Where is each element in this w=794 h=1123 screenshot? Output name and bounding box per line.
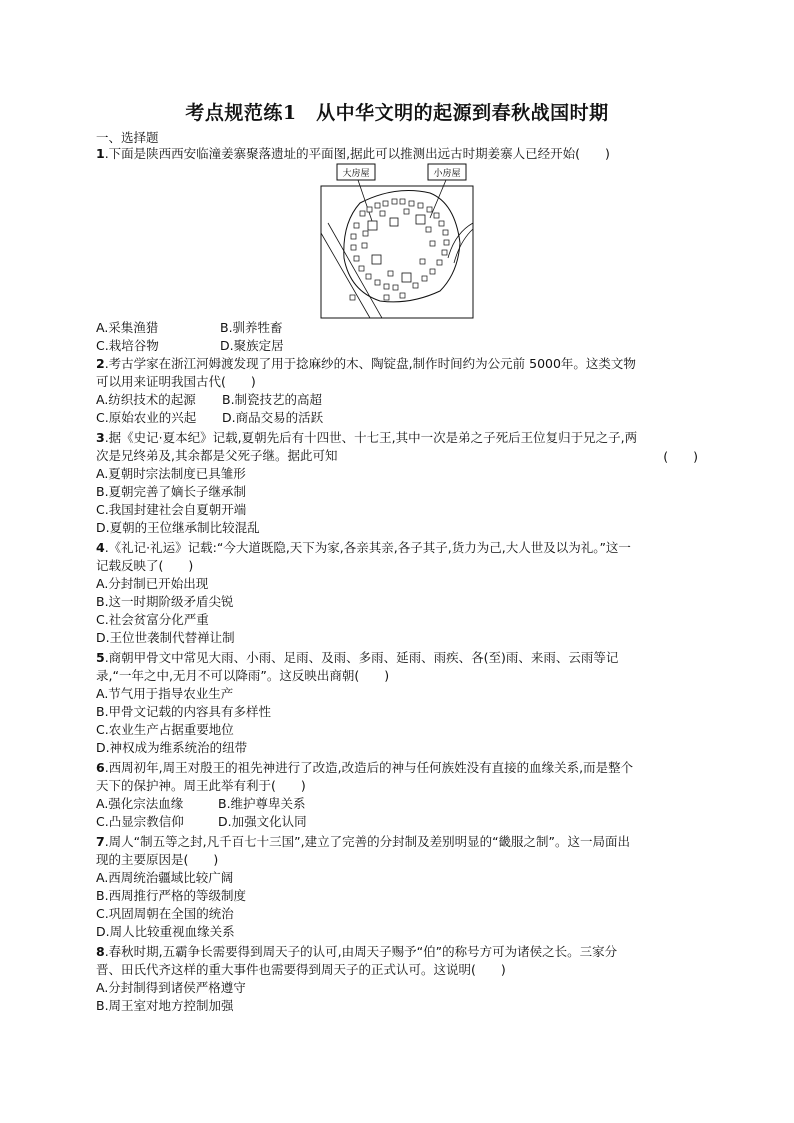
- option-c[interactable]: C.原始农业的兴起: [96, 410, 197, 425]
- question-number: 2: [96, 356, 105, 371]
- question-number: 3: [96, 430, 105, 445]
- option-a[interactable]: A.强化宗法血缘: [96, 796, 184, 811]
- question-7-stem: [96, 833, 630, 851]
- settlement-site-map: [320, 163, 474, 319]
- option-b[interactable]: B.维护尊卑关系: [218, 796, 306, 811]
- option-b[interactable]: B.甲骨文记载的内容具有多样性: [96, 704, 272, 719]
- question-number: 4: [96, 540, 105, 555]
- option-b[interactable]: B.周王室对地方控制加强: [96, 998, 234, 1013]
- option-b[interactable]: B.夏朝完善了嫡长子继承制: [96, 484, 247, 499]
- question-6-stem: [96, 759, 633, 777]
- question-3-stem: [96, 429, 637, 447]
- option-c[interactable]: C.社会贫富分化严重: [96, 612, 209, 627]
- option-a[interactable]: A.夏朝时宗法制度已具雏形: [96, 466, 246, 481]
- option-c[interactable]: C.栽培谷物: [96, 338, 159, 353]
- stem-line: .周人“制五等之封,凡千百七十三国”,建立了完善的分封制及差别明显的“畿服之制”。这一局面出: [104, 834, 631, 849]
- question-4-stem: [96, 539, 631, 557]
- option-c[interactable]: C.巩固周朝在全国的统治: [96, 906, 234, 921]
- question-number: 7: [96, 834, 105, 849]
- option-a[interactable]: A.节气用于指导农业生产: [96, 686, 234, 701]
- question-2-stem: [96, 355, 636, 373]
- option-a[interactable]: A.纺织技术的起源: [96, 392, 196, 407]
- question-number: 8: [96, 944, 105, 959]
- option-a[interactable]: A.西周统治疆域比较广阔: [96, 870, 234, 885]
- stem-line: .考古学家在浙江河姆渡发现了用于捻麻纱的木、陶锭盘,制作时间约为公元前 5000年。这类文物: [104, 356, 636, 371]
- question-number: 1: [96, 146, 105, 161]
- option-d[interactable]: D.聚族定居: [220, 338, 284, 353]
- big-house: [416, 215, 425, 224]
- option-b[interactable]: B.西周推行严格的等级制度: [96, 888, 247, 903]
- option-a[interactable]: A.采集渔猎: [96, 320, 159, 335]
- option-d[interactable]: D.神权成为维系统治的纽带: [96, 740, 248, 755]
- big-house: [390, 218, 398, 226]
- option-a[interactable]: A.分封制得到诸侯严格遵守: [96, 980, 246, 995]
- stem-line: 晋、田氏代齐这样的重大事件也需要得到周天子的正式认可。这说明( ): [96, 962, 506, 977]
- option-b[interactable]: B.制瓷技艺的高超: [222, 392, 323, 407]
- option-c[interactable]: C.农业生产占据重要地位: [96, 722, 234, 737]
- question-1-stem: [96, 145, 610, 163]
- option-c[interactable]: C.我国封建社会自夏朝开端: [96, 502, 247, 517]
- stem-line: .西周初年,周王对殷王的祖先神进行了改造,改造后的神与任何族姓没有直接的血缘关系,而是整个: [104, 760, 634, 775]
- question-5-stem: [96, 649, 618, 667]
- option-c[interactable]: C.凸显宗教信仰: [96, 814, 184, 829]
- question-number: 5: [96, 650, 105, 665]
- small-house-label: 小房屋: [433, 169, 461, 179]
- option-b[interactable]: B.驯养牲畜: [220, 320, 283, 335]
- big-house: [368, 221, 377, 230]
- option-d[interactable]: D.夏朝的王位继承制比较混乱: [96, 520, 260, 535]
- stem-line: 可以用来证明我国古代( ): [96, 374, 256, 389]
- option-d[interactable]: D.周人比较重视血缘关系: [96, 924, 235, 939]
- answer-paren[interactable]: ( ): [663, 449, 698, 464]
- stem-line: .商朝甲骨文中常见大雨、小雨、足雨、及雨、多雨、延雨、雨疾、各(至)雨、来雨、云雨等记: [104, 650, 619, 665]
- river-line: [454, 229, 473, 263]
- question-8-stem: [96, 943, 617, 961]
- stem-line: .春秋时期,五霸争长需要得到周天子的认可,由周天子赐予“伯”的称号方可为诸侯之长。三家分: [104, 944, 618, 959]
- page-title: 考点规范练1 从中华文明的起源到春秋战国时期: [185, 102, 609, 124]
- big-house: [402, 273, 411, 282]
- big-house-label: 大房屋: [342, 169, 370, 179]
- question-number: 6: [96, 760, 105, 775]
- small-houses: [350, 199, 449, 300]
- option-d[interactable]: D.加强文化认同: [218, 814, 307, 829]
- stem-line: .《礼记·礼运》记载:“今大道既隐,天下为家,各亲其亲,各子其子,货力为己,大人世及以为礼。”这一: [104, 540, 631, 555]
- stem-line: 天下的保护神。周王此举有利于( ): [96, 778, 306, 793]
- stem-line: 现的主要原因是( ): [96, 852, 219, 867]
- settlement-ditch: [344, 191, 460, 302]
- stem-line: 次是兄终弟及,其余都是父死子继。据此可知: [96, 448, 338, 463]
- option-b[interactable]: B.这一时期阶级矛盾尖锐: [96, 594, 234, 609]
- river-line: [448, 223, 473, 258]
- option-a[interactable]: A.分封制已开始出现: [96, 576, 209, 591]
- site-plan-diagram: [320, 163, 474, 319]
- big-house: [372, 255, 381, 264]
- section-heading: 一、选择题: [96, 130, 159, 145]
- stem-line: .下面是陕西西安临潼姜寨聚落遗址的平面图,据此可以推测出远古时期姜寨人已经开始( ): [104, 146, 610, 161]
- stem-line: 录,“一年之中,无月不可以降雨”。这反映出商朝( ): [96, 668, 390, 683]
- option-d[interactable]: D.王位世袭制代替禅让制: [96, 630, 235, 645]
- option-d[interactable]: D.商品交易的活跃: [222, 410, 324, 425]
- stem-line: 记载反映了( ): [96, 558, 194, 573]
- stem-line: .据《史记·夏本纪》记载,夏朝先后有十四世、十七王,其中一次是弟之子死后王位复归于兄之子,两: [104, 430, 638, 445]
